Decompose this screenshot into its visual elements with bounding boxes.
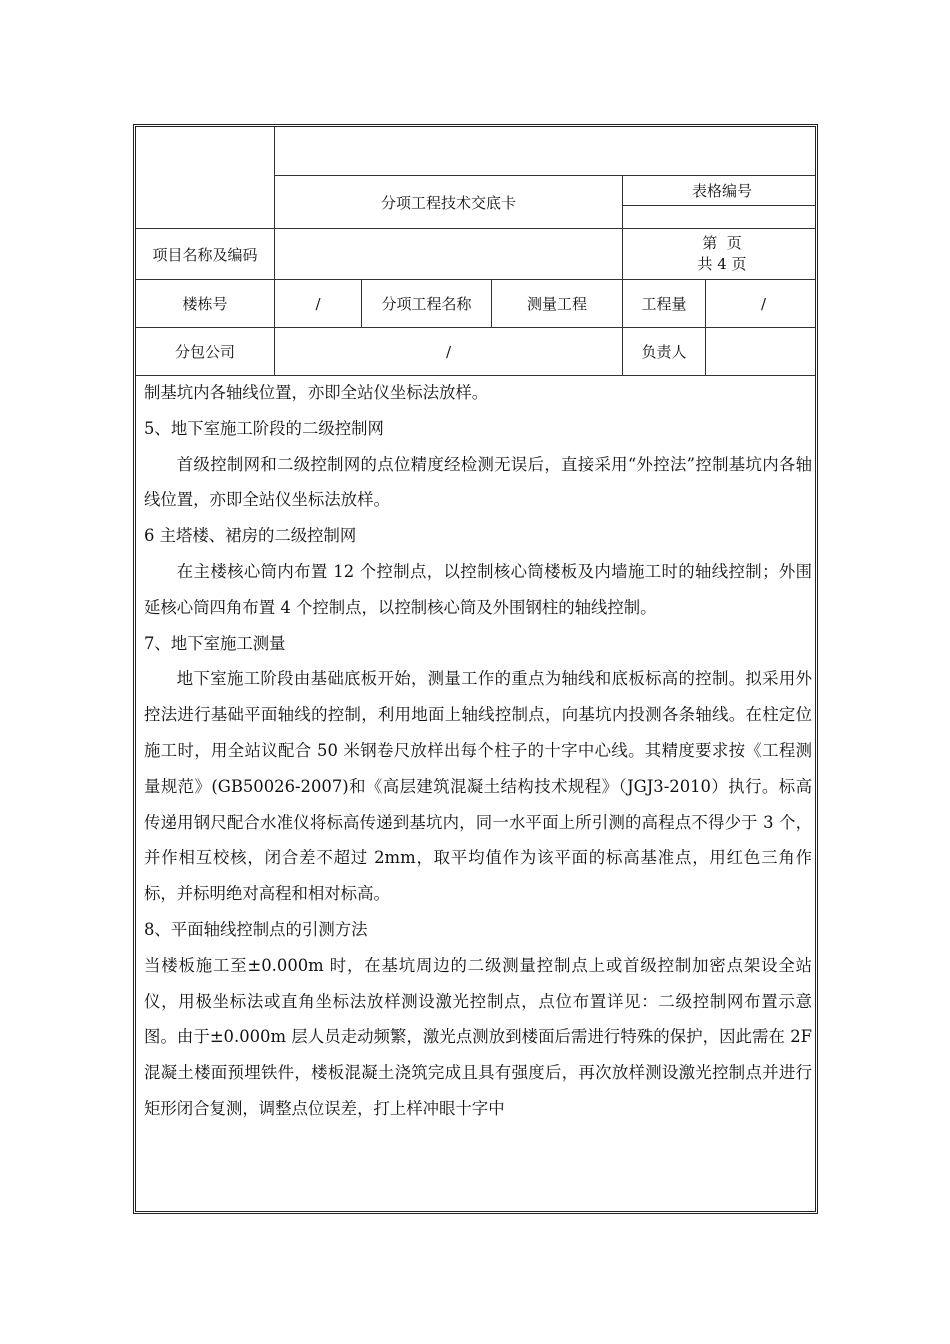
project-name-value [275,229,622,279]
page-total: 共 4 页 [697,255,747,273]
quantity-value: / [760,294,767,313]
project-name-label: 项目名称及编码 [152,245,258,264]
paragraph: 首级控制网和二级控制网的点位精度经检测无误后，直接采用“外控法”控制基坑内各轴线位置，亦即全站仪坐标法放样。 [144,454,812,510]
section-heading: 6 主塔楼、裙房的二级控制网 [144,526,357,546]
section-heading: 5、地下室施工阶段的二级控制网 [144,418,384,438]
section-heading: 7、地下室施工测量 [144,633,286,653]
sub-project-value: 测量工程 [526,295,587,313]
subcontractor-value: / [445,342,452,361]
quantity-label: 工程量 [641,295,687,313]
paragraph: 当楼板施工至±0.000m 时，在基坑周边的二级测量控制点上或首级控制加密点架设全站仪，用极坐标法或直角坐标法放样测设激光控制点，点位布置详见：二级控制网布置示意图。由于±0.000m 层人员走动频繁，激光点测放到楼面后需进行特殊的保护，因此需在 2F 混凝土楼面预埋铁件，楼板混凝土浇筑完成且具有强度后，再次放样测设激光控制点并进行矩形闭合复测，调整点位误差，打上样冲眼十字中 [144,955,812,1118]
page-info [623,229,818,279]
disclosure-card [133,124,818,1214]
responsible-label: 负责人 [641,343,687,361]
form-number-label: 表格编号 [691,182,752,200]
building-value: / [315,294,321,313]
subcontractor-label: 分包公司 [174,343,235,361]
building-label: 楼栋号 [182,295,228,313]
page-current: 第 页 [702,234,742,252]
paragraph: 制基坑内各轴线位置，亦即全站仪坐标法放样。 [144,383,489,402]
section-heading: 8、平面轴线控制点的引测方法 [144,919,368,939]
form-number-value [623,206,818,228]
sub-project-label: 分项工程名称 [381,295,472,313]
paragraph: 在主楼核心筒内布置 12 个控制点，以控制核心筒楼板及内墙施工时的轴线控制；外围延核心筒四角布置 4 个控制点，以控制核心筒及外围钢柱的轴线控制。 [144,561,812,617]
paragraph: 地下室施工阶段由基础底板开始，测量工作的重点为轴线和底板标高的控制。拟采用外控法进行基础平面轴线的控制，利用地面上轴线控制点，向基坑内投测各条轴线。在柱定位施工时，用全站议配合 50 米钢卷尺放样出每个柱子的十字中心线。其精度要求按《工程测量规范》(GB50026-2007)和《高层建筑混凝土结构技术规程》（JGJ3-2010）执行。标高传递用钢尺配合水准仪将标高传递到基坑内，同一水平面上所引测的高程点不得少于 3 个，并作相互校核，闭合差不超过 2mm，取平均值作为该平面的标高基准点，用红色三角作标，并标明绝对高程和相对标高。 [144,669,812,904]
disclosure-content [144,375,812,1127]
responsible-value [706,328,818,375]
card-title: 分项工程技术交底卡 [380,193,516,212]
